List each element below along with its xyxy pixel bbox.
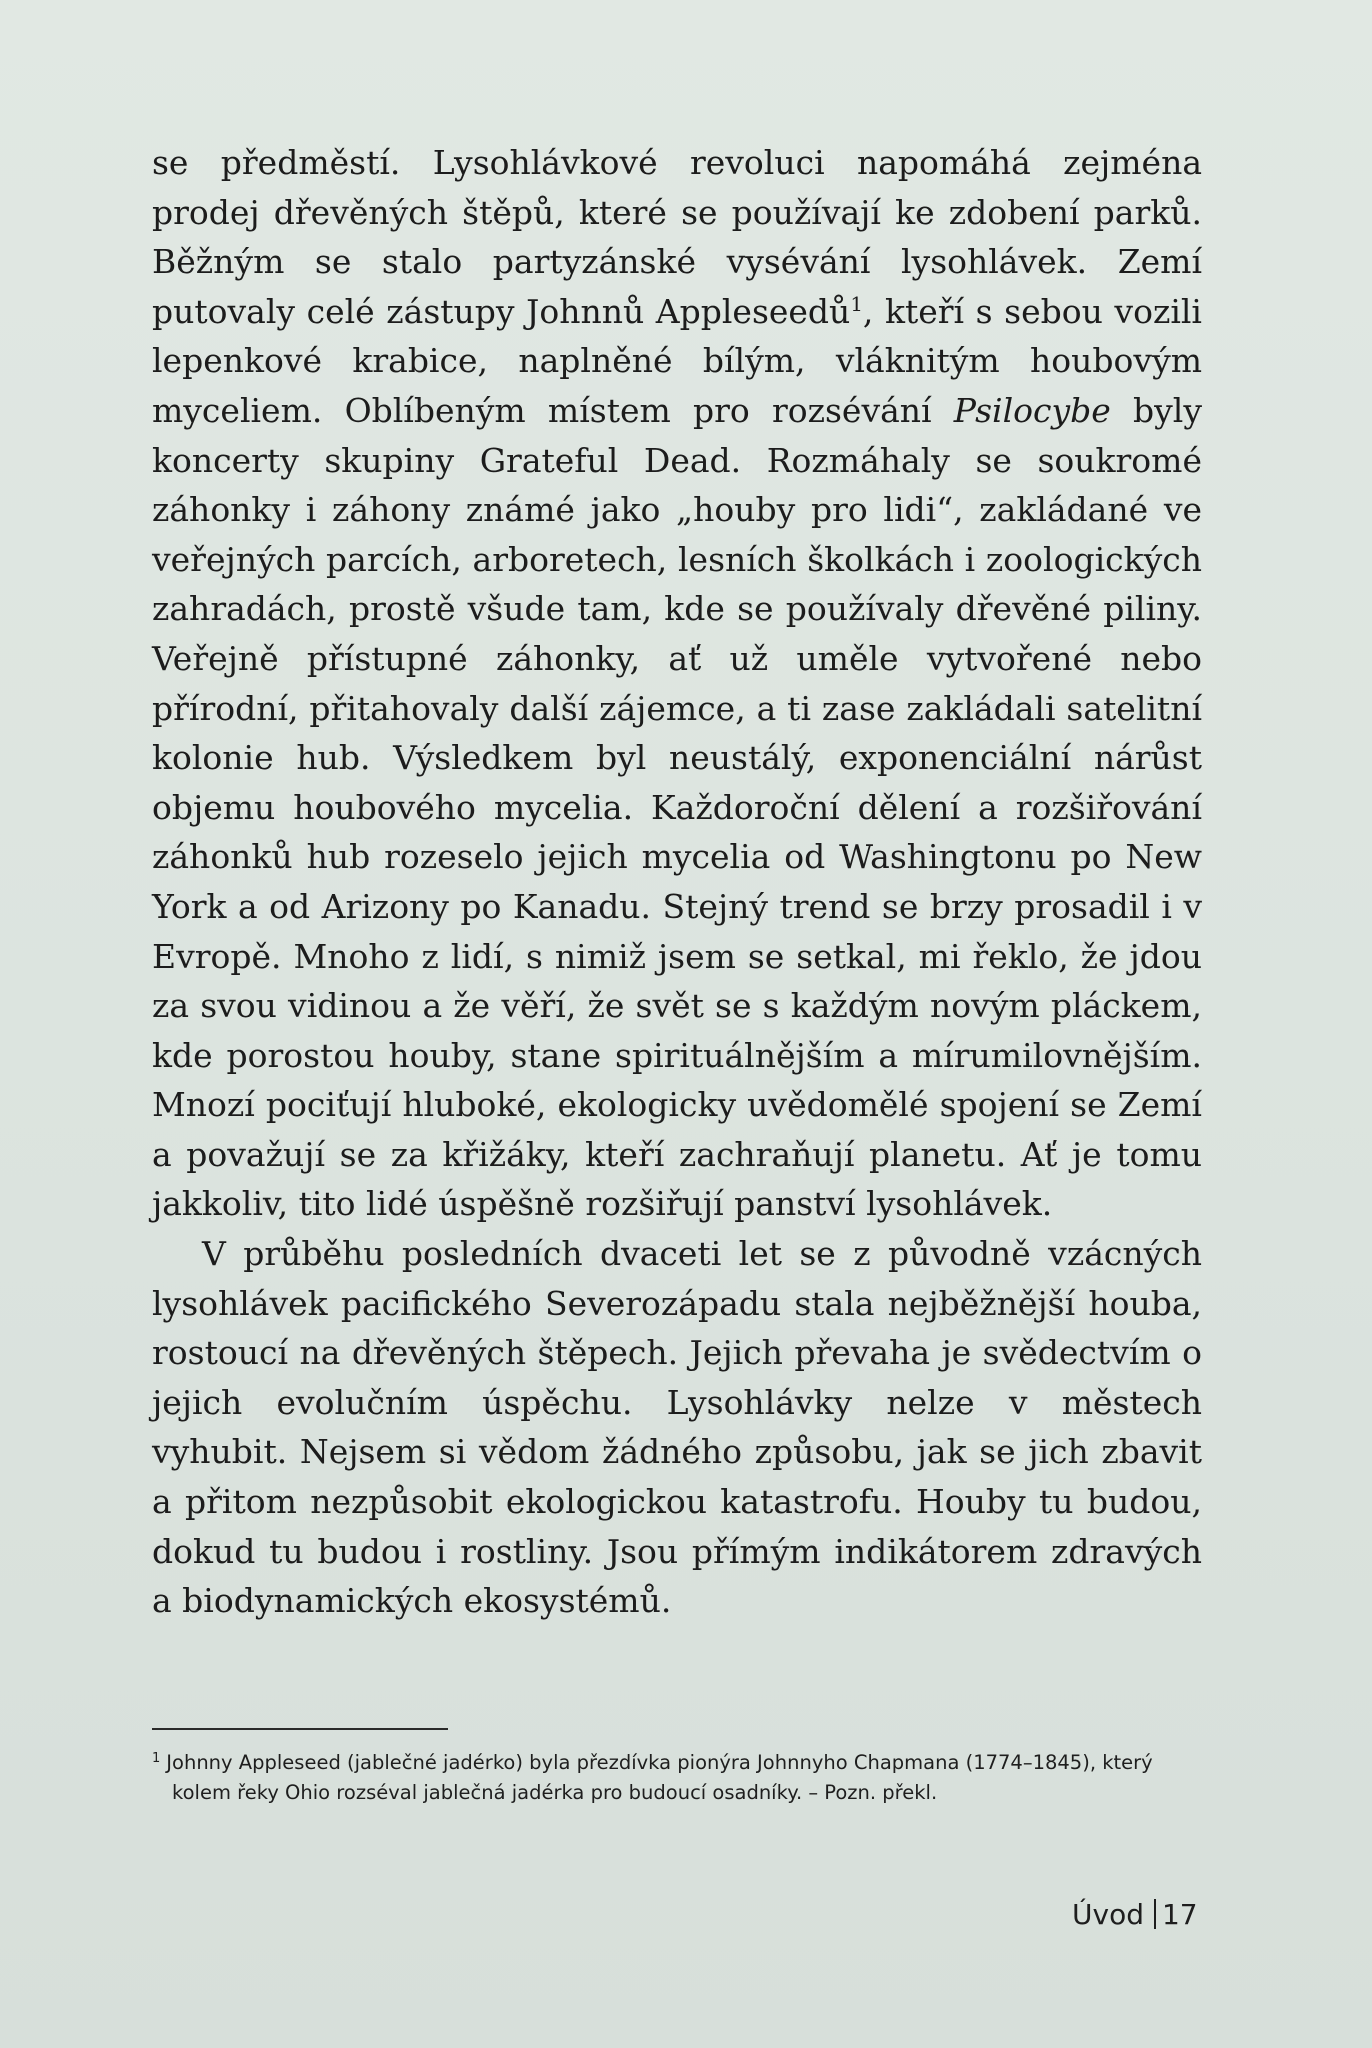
- section-name: Úvod: [1072, 1898, 1144, 1931]
- paragraph-1-middle: , kteří s sebou vozili lepenkové krabice, naplněné bílým, vláknitým houbovým myceliem. Oblíbeným místem pro rozsévání: [152, 291, 1202, 430]
- paragraph-2: V průběhu posledních dvaceti let se z původně vzácných lysohlávek pacifického Severozápadu stala nejběžnější houba, rostoucí na dřevěných štěpech. Jejich převaha je svědectvím o jejich evolučním úspěchu. Lysohlávky nelze v městech vyhubit. Nejsem si vědom žádného způsobu, jak se jich zbavit a přitom nezpůsobit ekologickou katastrofu. Houby tu budou, dokud tu budou i rostliny. Jsou přímým indikátorem zdravých a biodynamických ekosystémů.: [152, 1234, 1202, 1621]
- page-number: 17: [1161, 1898, 1198, 1931]
- footnote-line-1: [152, 1748, 1212, 1778]
- paragraph-1: [152, 138, 1202, 1229]
- footer-separator: [1154, 1899, 1156, 1929]
- footnote-reference: 1: [850, 292, 863, 316]
- page-footer: [1072, 1898, 1198, 1931]
- paragraph-1-end: byly koncerty skupiny Grateful Dead. Rozmáhaly se soukromé záhonky i záhony známé jako „houby pro lidi“, zakládané ve veřejných parcích, arboretech, lesních školkách i zoologických zahradách, prostě všude tam, kde se používaly dřevěné piliny. Veřejně přístupné záhonky, ať už uměle vytvořené nebo přírodní, přitahovaly další zájemce, a ti zase zakládali satelitní kolonie hub. Výsledkem byl neustálý, exponenciální nárůst objemu houbového mycelia. Každoroční dělení a rozšiřování záhonků hub rozeselo jejich mycelia od Washingtonu po New York a od Arizony po Kanadu. Stejný trend se brzy prosadil i v Evropě. Mnoho z lidí, s nimiž jsem se setkal, mi řeklo, že jdou za svou vidinou a že věří, že svět se s každým novým pláckem, kde porostou houby, stane spirituálnějším a mírumilovnějším. Mnozí pociťují hluboké, ekologicky uvědomělé spojení se Zemí a považují se za křižáky, kteří zachraňují planetu. Ať je tomu jakkoliv, tito lidé úspěšně rozšiřují panství lysohlávek.: [152, 390, 1202, 1224]
- footnote-line-2: kolem řeky Ohio rozséval jablečná jadérka pro budoucí osadníky. – Pozn. překl.: [172, 1781, 938, 1804]
- italic-genus-name: Psilocybe: [953, 390, 1111, 430]
- footnote-text-1: Johnny Appleseed (jablečné jadérko) byla přezdívka pionýra Johnnyho Chapmana (1774–1845), který: [166, 1751, 1153, 1774]
- paragraph-1-start: se předměstí. Lysohlávkové revoluci napomáhá zejména prodej dřevěných štěpů, které se používají ke zdobení parků. Běžným se stalo partyzánské vysévání lysohlávek. Zemí putovaly celé zástupy Johnnů Appleseedů: [152, 143, 1202, 331]
- footnote: [152, 1748, 1212, 1808]
- footnote-mark: 1: [152, 1750, 161, 1766]
- footnote-divider: [152, 1728, 448, 1730]
- main-text: [152, 138, 1202, 1626]
